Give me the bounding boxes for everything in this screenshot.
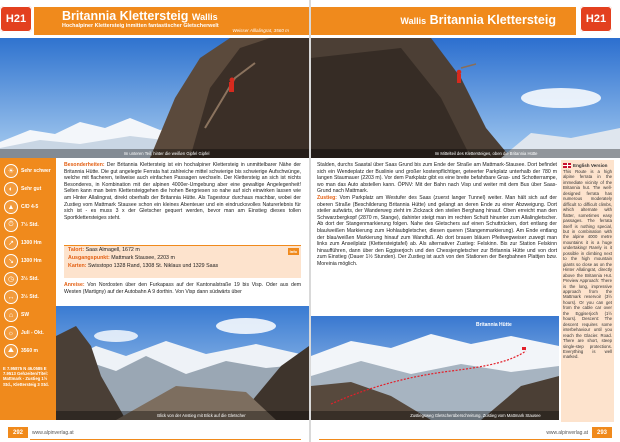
top-photo-caption: Im unteren Teil, hinter die weißen Gipfel Gipfel [0,149,309,158]
footer-line [30,439,301,440]
ridge-hut-illustration [311,38,620,158]
compass-icon: ⌂ [4,308,18,322]
region-label: Wallis [191,12,218,22]
footer-line [319,439,590,440]
sidebar-item-descent: ↘ 1300 Hm [4,254,42,268]
sidebar-item-orientation: ⌂ SW [4,308,29,322]
arrow-up-icon: ↗ [4,236,18,250]
anreise-text: Anreise: Von Nordosten über den Furkapass auf der Kantonalstraße 19 bis Visp. Oder aus dem Westen (Martigny) auf der Autobahn A 9 dorthin. Von Visp dann südwärts über [64,282,301,295]
route-title-text: Britannia Klettersteig [62,9,189,23]
top-photo [311,38,620,158]
region-label: Wallis [400,16,427,26]
sidebar-item-condition: ◐ Sehr gut [4,182,41,196]
info-box [64,245,301,278]
bottom-photo [311,316,559,420]
route-title [400,13,556,27]
sidebar-item-duration: ⏱ 7½ Std. [4,218,39,232]
top-photo-caption: Im Mittelteil des Klettersteiges, oben die Britannia Hütte [311,149,620,158]
page-number: 293 [592,427,612,438]
top-photo [0,38,309,158]
sidebar-item-altitude: ⛰ 3560 m [4,344,38,358]
sidebar-item-grade: ▲ C/D 4-5 [4,200,38,214]
description-text: Besonderheiten: Der Britannia Klettersteig ist ein hochalpiner Klettersteig in unmittelbarer Nähe der Britannia Hütte. Die gut angelegte Ferrata hat zahlreiche mittel schwierige bis schwierige Aufschwünge, welche mit flacheren, teilweise auch einfachen Passagen wechseln. Der Klettersteig an sich ist nichts Besonderes, in Kombination mit der alpinen 4000er-Umgebung aber eine gewaltige Angelegenheit! Selten kann man beim Klettersteiggehen die hohen Bergriesen so nahe auf sich einwirken lassen wie am Hinter Allalingrat, direkt oberhalb der Britannia Hütte. Als Tagestour durchaus machbar, wobei der Zustieg vom Mattmark Stausee schon ein kleines Abenteuer und ein eindrucksvolles Naturerlebnis für sich ist - es muss 3 x der Gletscher gequert werden, bevor man am Einstieg dieses tollen Sportklettersteiges steht. [64,162,301,221]
clock-icon: ⏱ [4,218,18,232]
calendar-icon: ☼ [4,326,18,340]
info-tag: Info [289,249,297,254]
sidebar-item-ascent: ↗ 1300 Hm [4,236,42,250]
gps-info: E 7.95875 N 46.0585 E 7.9513 Gehzeiten/Titel: Mattmark - Zustieg 1½ Std., Klettersteig 3 Std. [3,366,49,387]
uk-flag-icon [563,163,571,168]
right-page [311,0,620,442]
contrast-icon: ◐ [4,182,18,196]
route-title-text: Britannia Klettersteig [429,13,556,27]
triangle-icon: ▲ [4,200,18,214]
page-number: 292 [8,427,28,438]
route-badge: H21 [580,6,612,32]
right-header [311,0,620,38]
mountain-icon: ⛰ [4,344,18,358]
sidebar-item-approach-time: ◷ 3½ Std. [4,272,39,286]
route-badge: H21 [0,6,32,32]
bottom-photo-caption: Zustiegsweg Gletscherüberschreitung, Zustieg vom Mattmark Stausee [311,411,559,420]
bottom-photo-caption: Blick von der Anstieg mit Blick auf die Gletscher [56,411,309,420]
footer-url[interactable]: www.alpinverlag.at [546,430,588,436]
sidebar-item-difficulty: ☀ Sehr schwer [4,164,51,178]
english-version-box [561,160,614,422]
location-label: Weisser Alllalingrat, 3560 m [232,28,289,33]
mountain-climber-illustration [0,38,309,158]
english-text: This Route is a high alpine ferrata in the immediate vicinity of the Britannia hut. The well-designed ferrata has numerous moderately difficult to difficult climbs, which alternate with flatter, sometimes easy passages. The ferrata itself is nothing special, but in combination with the alpine 4000 metre mountains it is a huge undertaking! Rarely is it possible in climbing next to the high mountain giants so close as on the Hinter Allalingrat, directly above the Britannia Hut. Preview Approach: There is the long, impressive approach from the Mattmark reservoir (3½ hours). Or you can get from the cable car over the Eggiserjoch (1½ hours). Descent: The descent requires some interbehaviour until you reach the Glacier. Road. There are short, steep single-step protections. Everything is well marked. [563,169,612,360]
hut-label: Britannia Hütte [476,322,512,328]
arrow-down-icon: ↘ [4,254,18,268]
route-text: Stalden, durchs Saastal über Saas Grund bis zum Ende der Straße am Mattmark-Stausee. Dort befindet sich ein Wendeplatz der Buslinie und großer kostenpflichtiger, geteerter Parkplatz unterhalb der 780 m langen Staumauer (2203 m). Vor dem Parkplatz gibt es eine breite befahrbare Gras- und Schotterrampe, wo man das Auto abstellen kann. ÖPNV: Mit der Bahn nach Visp und weiter mit dem Bus über Saas-Grund nach Mattmark. Zustieg: Vom Parkplatz am Westufer des Saas (zuerst langer Tunnel) weiter. Man hält sich auf der oberen Straße (Beschilderung Britannia Hütte) und gelangt an deren Ende zu einer Abzweigung. Dort steiler aufwärts, der Wanderweg zieht im Zickzack den steilen Berghang hinauf. Oben erreicht man den Schwarzbergkopf (2870 m, Stange), dahinter steigt man im rechten Schutt hinunter zum Allalingletscher. Ab dort der Stangenmarkierung folgen. Nahe des Gletschers auf einen Schuttrücken, dort entlang der blau/weißen Markierung zum Hohlaubgletscher, diesen queren (Stangenmarkierung). Am Ende entlang der blau/weißen Markierung hinauf zum Wandfuß. Ab dort brauen bläuen Pfeilwegweiser zuwegt man links zum Anseilplatz (Klettersteigtafel) ab. Als alternativer Zustieg: Felskinn. Bis zur Station Felskinn hinaufführen, dann über den Eggiserjoch und den Chessjengletscher zur Britannia Hütte und von dort zum Einstieg (Dauer 1½ Stunden). Der Zustieg ist auch von den Stationen der Bergbahnen Plattjen bzw. Moreinia möglich. [317,162,557,267]
return-icon: ↔ [4,290,18,304]
english-heading: English Version [561,160,614,169]
sidebar-item-return-time: ↔ 3½ Std. [4,290,39,304]
bottom-photo [56,306,309,420]
info-row-ausgangspunkt: Ausgangspunkt: Mattmark Stausee, 2203 m [68,255,175,261]
left-page [0,0,309,442]
glacier-route-illustration [311,316,559,420]
route-subtitle: Hochalpiner Klettersteig inmitten fantastischer Gletscherwelt [62,23,219,29]
info-row-karten: Karten: Swisstopo 1328 Rand, 1308 St. Niklaus und 1329 Saas [68,263,219,269]
glacier-view-illustration [56,306,309,420]
route-facts-sidebar [0,158,56,420]
route-title [62,9,218,23]
sun-icon: ☀ [4,164,18,178]
sidebar-item-season: ☼ Juli - Okt. [4,326,44,340]
stopwatch-icon: ◷ [4,272,18,286]
left-header [0,0,309,38]
info-row-talort: Talort: Saas Almagell, 1672 m [68,247,140,253]
footer-url[interactable]: www.alpinverlag.at [32,430,74,436]
